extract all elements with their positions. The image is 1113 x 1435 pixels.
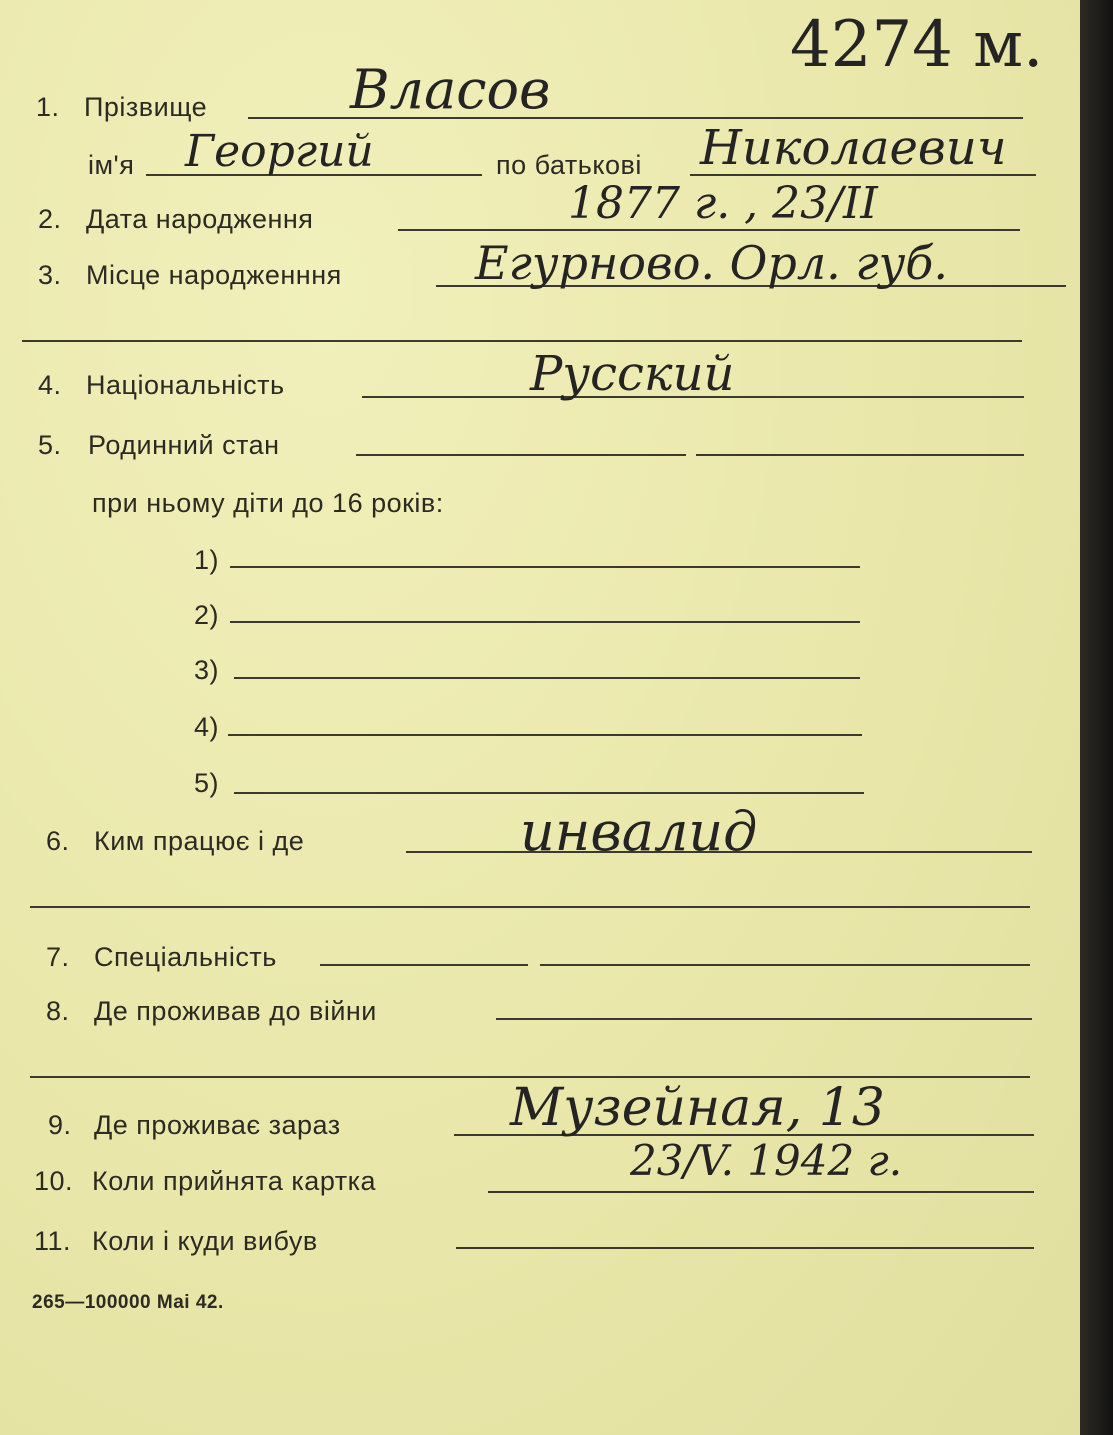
occupation-label: Ким працює і де: [94, 826, 305, 856]
child-5-line: [234, 792, 864, 794]
field-8-number: 8.: [46, 996, 70, 1026]
field-11-number: 11.: [34, 1226, 72, 1256]
marital-status-line: [356, 454, 686, 456]
patronymic-label: по батькові: [496, 150, 642, 180]
name-label: ім'я: [88, 150, 135, 180]
child-5-number: 5): [194, 768, 220, 798]
card-number: 4274 м.: [790, 8, 1044, 82]
child-1-line: [230, 566, 860, 568]
birth-place-line-2: [22, 340, 1022, 342]
field-5-number: 5.: [38, 430, 62, 460]
prewar-residence-line: [496, 1018, 1032, 1020]
field-9-number: 9.: [48, 1110, 72, 1140]
patronymic-value[interactable]: Николаевич: [700, 120, 1007, 176]
departure-line: [456, 1247, 1034, 1249]
card-accepted-value[interactable]: 23/V. 1942 г.: [630, 1136, 903, 1185]
marital-status-label: Родинний стан: [88, 430, 280, 460]
occupation-value[interactable]: инвалид: [520, 800, 758, 863]
child-3-number: 3): [194, 655, 220, 685]
occupation-line-2: [30, 906, 1030, 908]
departure-label: Коли і куди вибув: [92, 1226, 318, 1256]
field-1-number: 1.: [36, 92, 60, 122]
birth-date-line: [398, 229, 1020, 231]
prewar-residence-label: Де проживав до війни: [94, 996, 377, 1026]
first-name-value[interactable]: Георгий: [185, 126, 374, 177]
specialty-label: Спеціальність: [94, 942, 277, 972]
birth-place-value[interactable]: Егурново. Орл. губ.: [475, 236, 948, 290]
printer-mark: 265—100000 Mai 42.: [32, 1292, 224, 1313]
surname-value[interactable]: Власов: [350, 58, 551, 121]
field-6-number: 6.: [46, 826, 70, 856]
nationality-label: Національність: [86, 370, 285, 400]
field-2-number: 2.: [38, 204, 62, 234]
nationality-value[interactable]: Русский: [530, 346, 735, 402]
child-3-line: [234, 677, 860, 679]
field-10-number: 10.: [34, 1166, 74, 1196]
current-residence-value[interactable]: Музейная, 13: [510, 1078, 885, 1138]
child-2-line: [230, 621, 860, 623]
marital-status-line-2: [696, 454, 1024, 456]
background-edge: [1080, 0, 1113, 1435]
card-accepted-line: [488, 1191, 1034, 1193]
card-accepted-label: Коли прийнята картка: [92, 1166, 377, 1196]
birth-place-label: Місце народженння: [86, 260, 342, 290]
current-residence-label: Де проживає зараз: [94, 1110, 341, 1140]
field-4-number: 4.: [38, 370, 62, 400]
specialty-line: [320, 964, 528, 966]
surname-label: Прізвище: [84, 92, 208, 122]
field-7-number: 7.: [46, 942, 70, 972]
birth-date-value[interactable]: 1877 г. , 23/II: [568, 178, 878, 229]
children-label: при ньому діти до 16 років:: [92, 488, 444, 518]
child-4-number: 4): [194, 712, 220, 742]
child-2-number: 2): [194, 600, 220, 630]
birth-date-label: Дата народження: [86, 204, 314, 234]
child-4-line: [228, 734, 862, 736]
child-1-number: 1): [194, 545, 220, 575]
field-3-number: 3.: [38, 260, 62, 290]
specialty-line-2: [540, 964, 1030, 966]
